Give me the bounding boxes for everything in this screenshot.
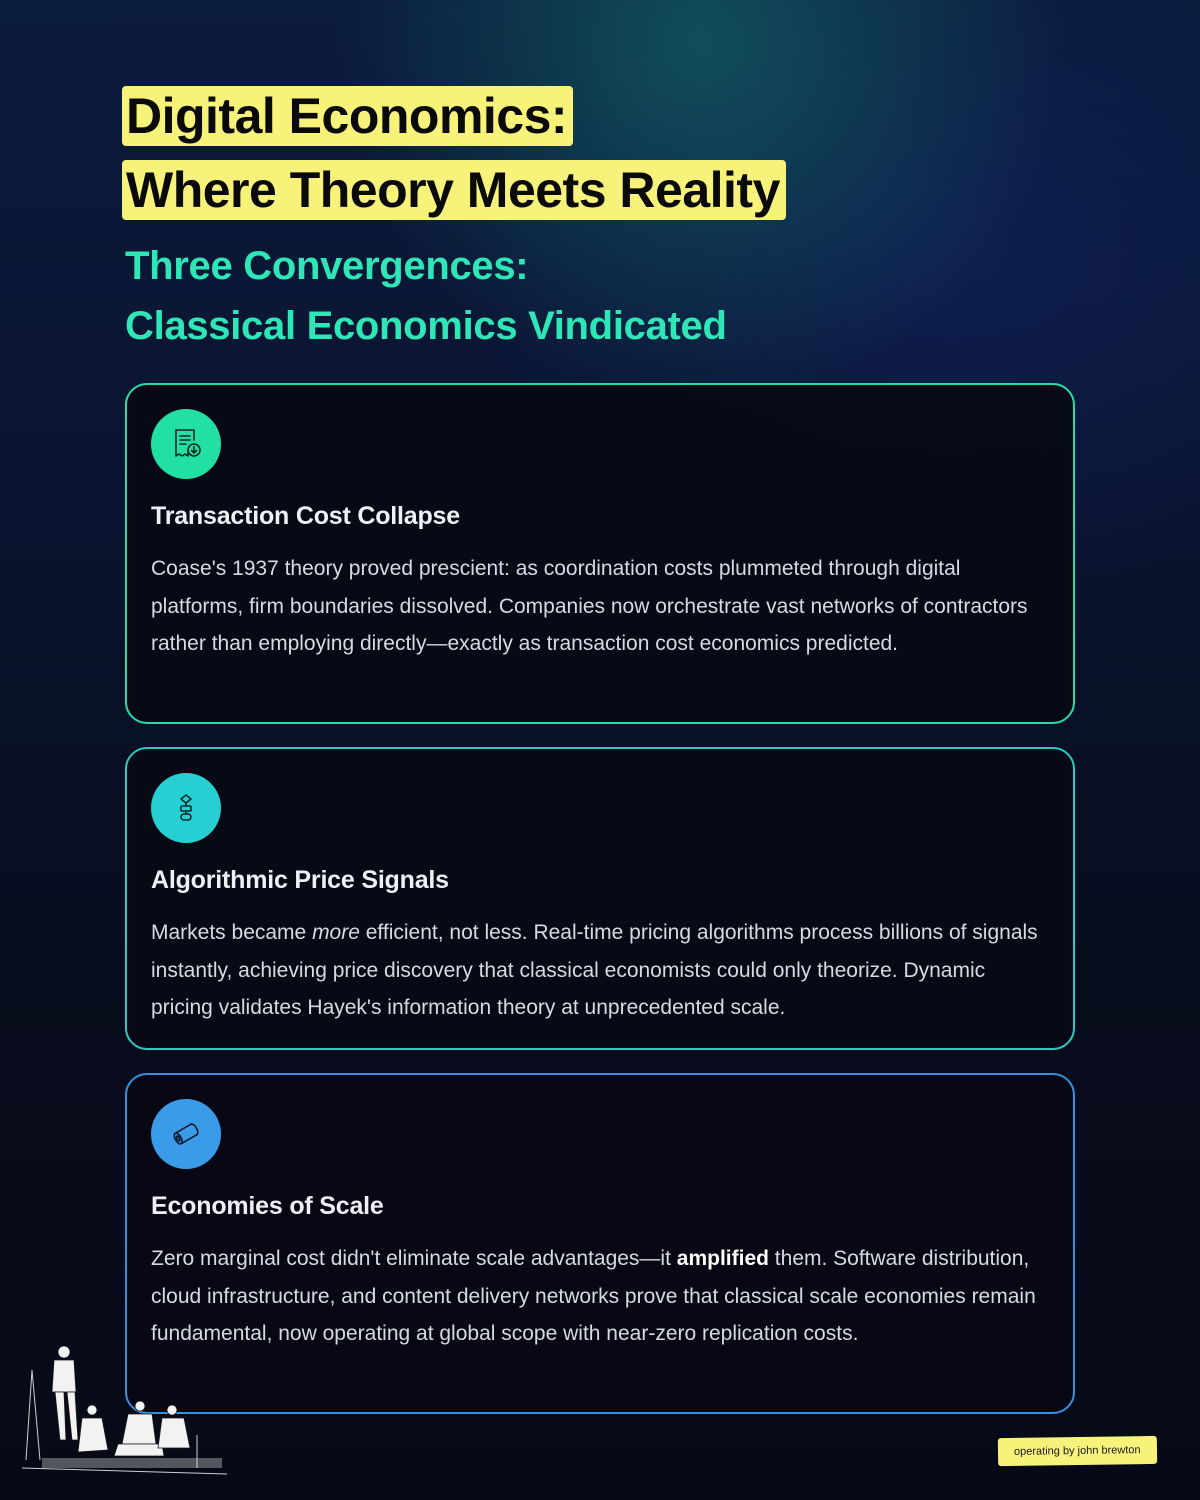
receipt-download-icon xyxy=(151,409,221,479)
page-title-line1: Digital Economics: xyxy=(122,86,573,146)
body-text: Zero marginal cost didn't eliminate scale advantages—it xyxy=(151,1247,677,1270)
subtitle-line1: Three Convergences: xyxy=(125,244,529,288)
brand-tag: operating by john brewton xyxy=(998,1436,1157,1466)
page-title-line2: Where Theory Meets Reality xyxy=(122,160,786,220)
title-block xyxy=(122,86,786,220)
people-sketch-illustration xyxy=(22,1340,232,1490)
page-subtitle xyxy=(125,236,727,356)
subtitle-line2: Classical Economics Vindicated xyxy=(125,304,727,348)
card-economies-of-scale xyxy=(125,1073,1075,1414)
pipe-cylinder-icon xyxy=(151,1099,221,1169)
flowchart-icon xyxy=(151,773,221,843)
card-body xyxy=(151,914,1051,1027)
card-body: Coase's 1937 theory proved prescient: as coordination costs plummeted through digital platforms, firm boundaries dissolved. Companies now orchestrate vast networks of contractors rather than employing directly—exactly as transaction cost economics predicted. xyxy=(151,557,1028,655)
card-body xyxy=(151,1240,1051,1353)
card-title: Algorithmic Price Signals xyxy=(151,866,449,894)
body-text: them. Software distribution, cloud infrastructure, and content delivery networks prove that classical scale economies remain fundamental, now operating at global scope with near-zero replication costs. xyxy=(151,1247,1036,1345)
body-text: efficient, not less. Real-time pricing algorithms process billions of signals instantly, achieving price discovery that classical economists could only theorize. Dynamic pricing validates Hayek's information theory at unprecedented scale. xyxy=(151,921,1038,1019)
body-text: Markets became xyxy=(151,921,313,944)
body-bold: amplified xyxy=(676,1247,769,1270)
body-emphasis: more xyxy=(312,921,360,944)
card-title: Economies of Scale xyxy=(151,1192,384,1220)
card-price-signals xyxy=(125,747,1075,1050)
card-transaction-cost xyxy=(125,383,1075,724)
card-title: Transaction Cost Collapse xyxy=(151,502,460,530)
